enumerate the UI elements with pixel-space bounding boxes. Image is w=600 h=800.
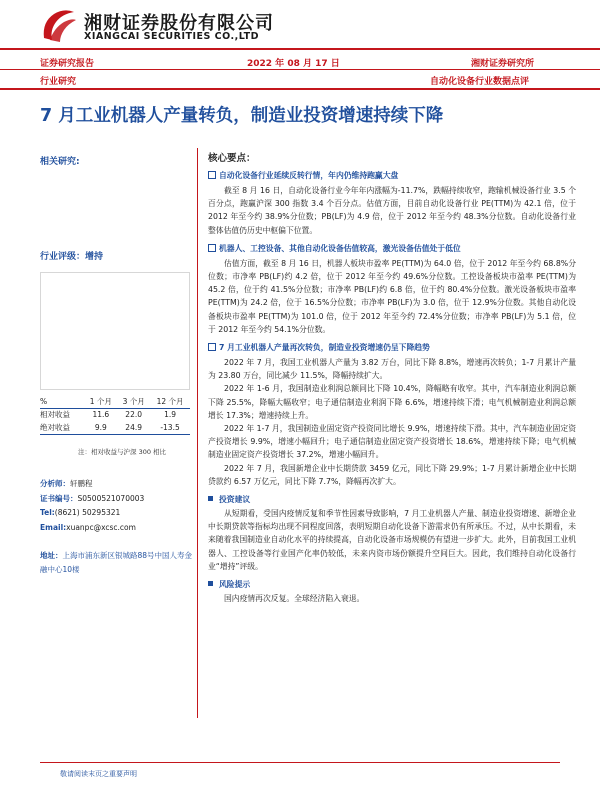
performance-table [40,395,190,435]
risk-heading: 风险提示 [208,579,576,590]
research-institute: 湘财证券研究所 [471,59,535,69]
tel-value: (8621) 50295321 [54,508,121,517]
row-label: 相对收益 [40,410,70,420]
report-category: 行业研究 [40,77,77,87]
report-type: 证券研究报告 [40,59,95,69]
related-research-label: 相关研究: [40,157,80,167]
report-title: 7 月工业机器人产量转负，制造业投资增速持续下降 [40,106,444,126]
analyst [40,478,93,489]
investment-text: 从短期看，受国内疫情反复和季节性因素导致影响，7 月工业机器人产量、制造业投资增速、新增企业中长期贷款等指标均出现不同程度回落，表明短期自动化设备下游需求仍有所承压。不过，从中长期看，未来随着我国制造业自动化水平的持续提高，自动化设备市场规模仍有望进一步扩大。此外，目前我国工业机器人、工控设备等行业国产化率仍较低，未来内资市场份额提升空间巨大。因此，我们维持自动化设备行业“增持”评级。 [208,509,576,571]
table-header-row [40,395,190,408]
company-name-en: XIANGCAI SECURITIES CO.,LTD [84,31,260,42]
report-subcategory: 自动化设备行业数据点评 [430,77,530,87]
company-logo [40,6,300,46]
table-cell: 1.9 [164,410,176,420]
table-header: % [40,396,48,406]
header-rule-mid [0,69,600,70]
section-paragraph: 2022 年 1-7 月，我国制造业固定资产投资同比增长 9.9%，增速持续下滑。其中，汽车制造业固定资产投资增长 9.9%，增速小幅回升；电子通信制造业固定资产投资增长 18.6%，增速持续下降；电气机械制造业固定资产投资增长 37.2%，增速小幅回升。 [208,424,576,460]
certificate [40,493,144,504]
company-logo-icon [40,8,78,44]
rating-label: 行业评级： [40,252,86,262]
company-name-cn: 湘财证券股份有限公司 [84,13,274,34]
cert-value: S0500521070003 [77,494,145,503]
main-content [208,150,576,605]
analyst-name: 轩鹏程 [70,479,93,488]
section-heading: 7 月工业机器人产量再次转负，制造业投资增速仍呈下降趋势 [208,342,576,353]
table-row [40,421,190,434]
row-label: 绝对收益 [40,422,70,432]
table-cell: 24.9 [125,422,142,432]
column-divider [197,148,198,718]
email-value[interactable]: xuanpc@xcsc.com [66,523,136,532]
section-paragraph: 2022 年 7 月，我国工业机器人产量为 3.82 万台，同比下降 8.8%，增速再次转负；1-7 月累计产量为 23.80 万台，同比减少 11.5%，降幅持续扩大。 [208,358,576,381]
rating-value: 增持 [85,252,104,262]
table-row [40,408,190,421]
table-cell: 22.0 [125,410,142,420]
table-note: 注：相对收益与沪深 300 相比 [78,448,167,456]
header-rule-top [0,48,600,50]
table-header: 1 个月 [89,396,112,406]
header-rule-bottom [0,88,600,90]
email [40,523,136,532]
section-paragraph: 估值方面，截至 8 月 16 日，机器人板块市盈率 PE(TTM)为 64.0 倍，位于 2012 年至今约 68.8%分位数；市净率 PB(LF)约 4.2 倍，位于 2012 年至今约 49.6%分位数。工控设备板块市盈率 PE(TTM)为 45.2 倍，位于约 41.5%分位数；市净率 PB(LF)约 6.8 倍，位于约 80.4%分位数。激光设备板块市盈率 PE(TTM)为 24.2 倍，位于 16.5%分位数；市净率 PB(LF)为 3.0 倍，位于 12.9%分位数。其他自动化设备板块市盈率 PE(TTM)为 101.0 倍，位于 2012 年至今约 72.4%分位数；市净率 PB(LF)为 5.1 倍，位于 2012 年至今约 54.1%分位数。 [208,258,576,334]
cert-label: 证书编号： [40,494,78,503]
analyst-label: 分析师： [40,479,70,488]
section-heading: 机器人、工控设备、其他自动化设备估值较高，激光设备估值处于低位 [208,243,576,254]
address [40,549,195,577]
table-cell: 11.6 [92,410,110,420]
email-label: Email: [40,523,67,532]
address-label: 地址： [40,551,63,560]
section-paragraph: 2022 年 1-6 月，我国制造业利润总额同比下降 10.4%，降幅略有收窄。其中，汽车制造业利润总额下降 25.5%，降幅大幅收窄；电子通信制造业利润下降 6.6%，增速持续下滑；电气机械制造业利润总额增长 17.3%；增速持续上升。 [208,384,576,420]
table-cell: 9.9 [94,422,107,432]
section-paragraph: 2022 年 7 月，我国新增企业中长期贷款 3459 亿元，同比下降 29.9%；1-7 月累计新增企业中长期贷款约 6.57 万亿元，同比下降 7.7%，降幅再次扩大。 [208,463,576,486]
section-paragraph: 截至 8 月 16 日，自动化设备行业今年年内涨幅为-11.7%，跌幅持续收窄，跑输机械设备行业 3.5 个百分点，跑赢沪深 300 指数 3.4 个百分点。估值方面，目前自动化设备行业 PE(TTM)为 42.1 倍，位于 2012 年至今约 38.9%分位数；PB(LF)为 4.9 倍，位于 2012 年至今约 48.3%分位数。自动化设备行业整体估值仍历史中枢偏下位置。 [208,186,576,235]
address-value: 上海市浦东新区银城路88号中国人寿金融中心10楼 [40,551,193,574]
telephone [40,508,120,517]
report-date: 2022 年 08 月 17 日 [247,59,340,69]
footer-rule [40,762,560,763]
section-heading: 自动化设备行业延续反转行情，年内仍维持跑赢大盘 [208,170,576,181]
table-header: 12 个月 [156,396,184,406]
table-header: 3 个月 [122,396,145,406]
industry-rating [40,249,103,262]
tel-label: Tel: [40,508,55,517]
table-cell: -13.5 [160,422,180,432]
risk-text: 国内疫情再次反复。全球经济陷入衰退。 [224,594,365,604]
disclaimer-link[interactable]: 敬请阅读末页之重要声明 [60,770,137,778]
performance-chart [40,272,190,390]
key-points-title: 核心要点： [208,153,256,164]
investment-heading: 投资建议 [208,494,576,505]
